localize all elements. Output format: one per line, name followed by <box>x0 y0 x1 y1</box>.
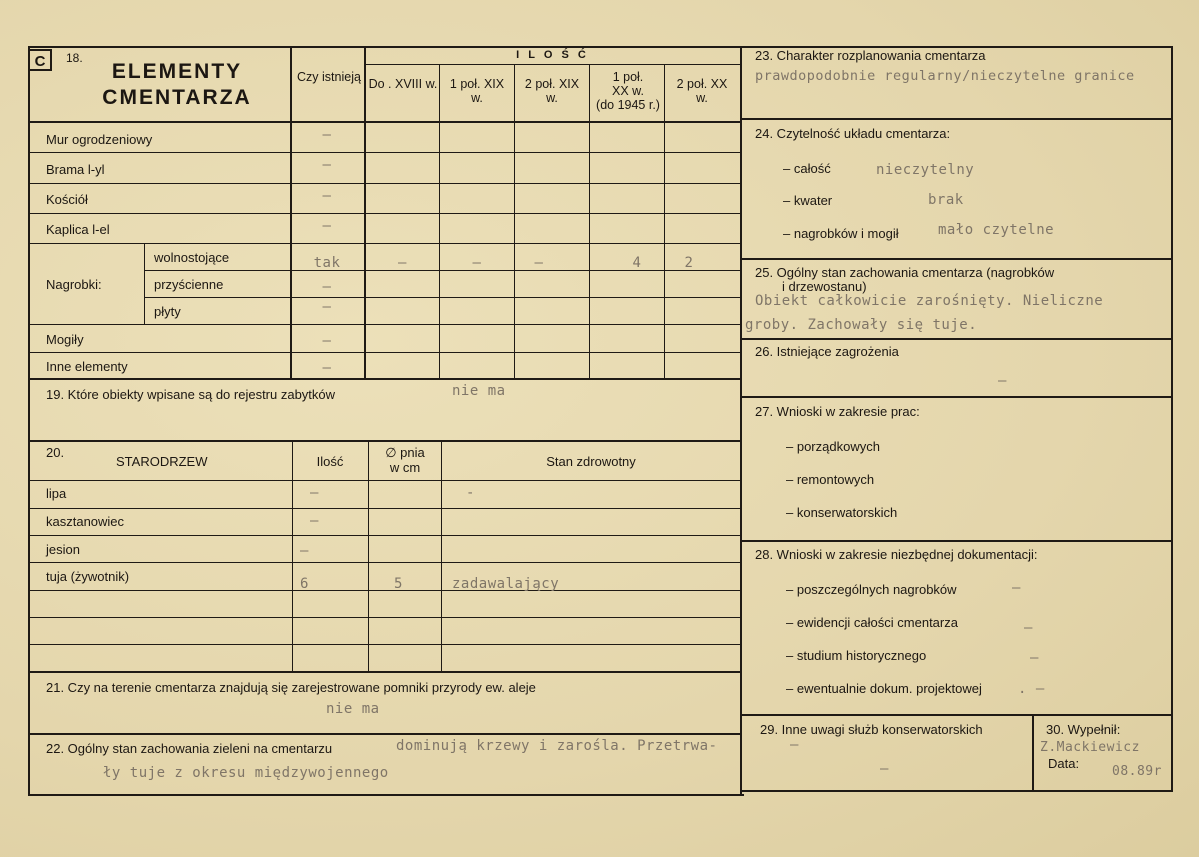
ilosc-under <box>365 64 740 65</box>
tree-lipa-stan: - <box>466 485 475 501</box>
sec21-bottom <box>28 733 740 735</box>
val-wolnostojace-czy: tak <box>313 255 341 271</box>
sec30-name: Z.Mackiewicz <box>1040 740 1140 755</box>
sec24-calosc-value: nieczytelny <box>876 162 975 178</box>
sub-plyty: płyty <box>154 304 181 319</box>
sec28-bottom <box>740 714 1173 716</box>
sec28-projektowej: – ewentualnie dokum. projektowej <box>786 681 982 696</box>
ilosc-header: I L O Ś Ć <box>516 49 589 61</box>
val-wolnostojace-20-1: 4 <box>632 255 642 271</box>
sec30-date: 08.89r <box>1112 764 1162 779</box>
col-2pol-xix: 2 poł. XIX w. <box>524 77 580 106</box>
sec24-nagrobki: – nagrobków i mogił <box>783 226 899 241</box>
section-letter-box: C <box>28 49 52 71</box>
sec29-value-2: – <box>880 761 889 777</box>
col-2pol-xx: 2 poł. XX w. <box>676 77 728 106</box>
sec18-header-bottom <box>28 121 740 123</box>
sec27-konserwatorskich: – konserwatorskich <box>786 505 898 520</box>
sub-wolnostojace: wolnostojące <box>154 250 230 265</box>
sec20-bottom <box>28 671 740 673</box>
sec18-number: 18. <box>66 51 83 65</box>
sub-przyscienne: przyścienne <box>154 277 224 292</box>
sec19-label: 19. Które obiekty wpisane są do rejestru zabytków <box>46 387 336 402</box>
sec24-nagrobki-value: mało czytelne <box>938 222 1055 238</box>
val-wolnostojace-19-2: – <box>534 255 544 271</box>
col-1pol-xx-a: 1 poł. <box>612 70 644 84</box>
tree-jesion-ilosc: – <box>300 543 309 559</box>
sec20-col-pnia-2: w cm <box>389 460 421 475</box>
val-wolnostojace-20-2: 2 <box>684 255 694 271</box>
row-brama: Brama l-yl <box>46 162 105 177</box>
sec24-kwater-value: brak <box>928 192 964 208</box>
tree-tuja-ilosc: 6 <box>300 576 309 592</box>
sec28-nagrobkow: – poszczególnych nagrobków <box>786 582 957 597</box>
v-19-1 <box>439 64 440 378</box>
sec25-bottom <box>740 338 1173 340</box>
sec18-bottom <box>28 378 740 380</box>
sec29-value-1: – <box>790 737 799 753</box>
frame-left <box>28 46 30 796</box>
sec24-kwater: – kwater <box>783 193 833 208</box>
col-czy-istnieja: Czy istnieją <box>297 70 361 84</box>
frame-bottom-right <box>740 790 1173 792</box>
sec26-label: 26. Istniejące zagrożenia <box>755 344 899 359</box>
v-nagrobki <box>144 244 145 324</box>
sec20-col-stan: Stan zdrowotny <box>546 454 636 469</box>
v-19-2 <box>514 64 515 378</box>
val-wolnostojace-19-1: – <box>472 255 482 271</box>
tree-lipa: lipa <box>46 486 67 501</box>
sec24-bottom <box>740 258 1173 260</box>
sec21-value: nie ma <box>326 701 380 717</box>
sec28-label: 28. Wnioski w zakresie niezbędnej dokumentacji: <box>755 547 1038 562</box>
sec28-nagrobkow-value: – <box>1012 580 1021 596</box>
sec28-ewidencji: – ewidencji całości cmentarza <box>786 615 958 630</box>
sec20-col-pnia-1: ∅ pnia <box>385 445 425 460</box>
sec27-bottom <box>740 540 1173 542</box>
sec22-value-2: ły tuje z okresu międzywojennego <box>103 765 389 781</box>
sec30-label: 30. Wypełnił: <box>1046 722 1121 737</box>
val-kaplica-czy: – <box>322 218 332 234</box>
sec25-label-1: 25. Ogólny stan zachowania cmentarza (nagrobków <box>755 265 1055 280</box>
sec27-label: 27. Wnioski w zakresie prac: <box>755 404 920 419</box>
col-do-xviii: Do . XVIII w. <box>368 77 438 91</box>
sec28-ewidencji-value: – <box>1024 620 1033 636</box>
frame-bottom-left <box>28 794 744 796</box>
val-mogily-czy: – <box>322 333 332 349</box>
tree-tuja-pnia: 5 <box>394 576 403 592</box>
tree-lipa-ilosc: – <box>310 485 319 501</box>
sec25-label-2: i drzewostanu) <box>782 279 867 294</box>
sec28-projektowej-value: . – <box>1018 681 1045 697</box>
sec26-bottom <box>740 396 1173 398</box>
col-1pol-xx-b: XX w. <box>612 84 644 98</box>
val-mur-czy: – <box>322 127 332 143</box>
val-wolnostojace-do18: – <box>398 255 407 271</box>
row-kosciol: Kościół <box>46 192 88 207</box>
sec20-title: STARODRZEW <box>116 454 208 469</box>
sec27-porzadkowych: – porządkowych <box>786 439 880 454</box>
sec25-value-2: groby. Zachowały się tuje. <box>745 317 978 333</box>
sec23-label: 23. Charakter rozplanowania cmentarza <box>755 48 986 63</box>
sec20-col-ilosc: Ilość <box>316 454 344 469</box>
sec25-value-1: Obiekt całkowicie zarośnięty. Nieliczne <box>755 293 1104 309</box>
v-20-1 <box>589 64 590 378</box>
sec22-label: 22. Ogólny stan zachowania zieleni na cmentarzu <box>46 741 333 756</box>
frame-right <box>1171 46 1173 792</box>
sec26-value: – <box>998 373 1007 389</box>
sec20-number: 20. <box>46 445 65 460</box>
row-kaplica: Kaplica l-el <box>46 222 110 237</box>
tree-kasztanowiec: kasztanowiec <box>46 514 125 529</box>
col-1pol-xix: 1 poł. XIX w. <box>449 77 505 106</box>
sec29-30-divider <box>1032 714 1034 791</box>
sec18-title-2: CMENTARZA <box>102 86 252 109</box>
sec19-bottom <box>28 440 740 442</box>
frame-top <box>28 46 1173 48</box>
row-nagrobki: Nagrobki: <box>46 277 102 292</box>
col-1pol-xx-c: (do 1945 r.) <box>596 98 660 112</box>
row-inne-elementy: Inne elementy <box>46 359 128 374</box>
sec24-label: 24. Czytelność układu cmentarza: <box>755 126 951 141</box>
sec28-studium: – studium historycznego <box>786 648 927 663</box>
sec29-label: 29. Inne uwagi służb konserwatorskich <box>760 722 983 737</box>
tree-tuja-stan: zadawalający <box>452 576 560 592</box>
v-20-2 <box>664 64 665 378</box>
sec24-calosc: – całość <box>783 161 831 176</box>
row-mogily: Mogiły <box>46 332 84 347</box>
sec22-value-1: dominują krzewy i zarośla. Przetrwa- <box>396 738 718 754</box>
row-mur-ogrodzeniowy: Mur ogrodzeniowy <box>46 132 153 147</box>
sec19-value: nie ma <box>452 383 506 399</box>
sec27-remontowych: – remontowych <box>786 472 875 487</box>
sec28-studium-value: – <box>1030 650 1039 666</box>
sec23-value: prawdopodobnie regularny/nieczytelne granice <box>755 68 1135 84</box>
tree-kasztanowiec-ilosc: – <box>310 513 319 529</box>
sec30-date-label: Data: <box>1048 756 1080 771</box>
sec18-title-1: ELEMENTY <box>111 60 243 83</box>
frame-middle <box>740 46 742 794</box>
tree-tuja: tuja (żywotnik) <box>46 569 130 584</box>
sec21-label: 21. Czy na terenie cmentarza znajdują się zarejestrowane pomniki przyrody ew. aleje <box>46 680 536 695</box>
val-kosciol-czy: – <box>322 188 332 204</box>
tree-jesion: jesion <box>46 542 80 557</box>
val-brama-czy: – <box>322 157 332 173</box>
val-przyscienne-czy: – <box>322 279 332 295</box>
val-plyty-czy: – <box>322 299 332 315</box>
val-inne-czy: – <box>322 360 332 376</box>
sec23-bottom <box>740 118 1173 120</box>
